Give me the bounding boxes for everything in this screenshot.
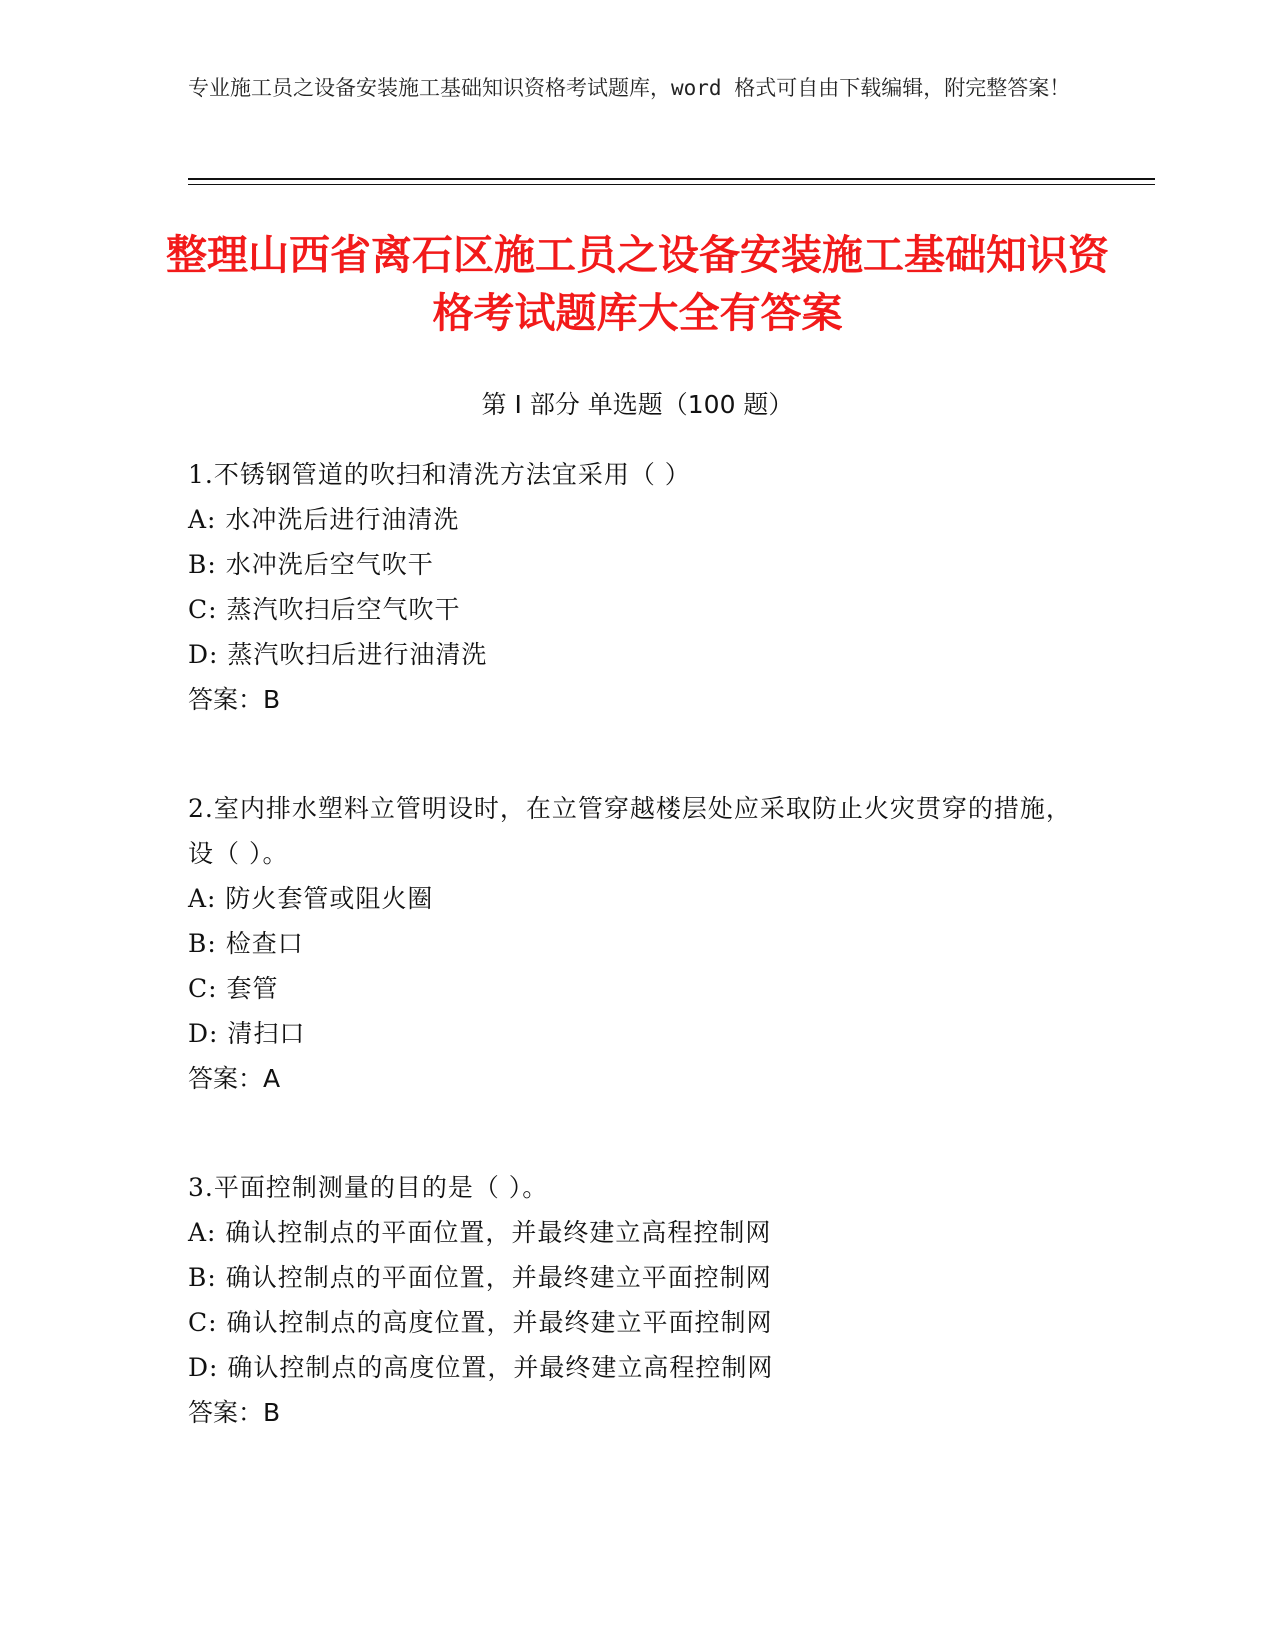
question-stem: 3.平面控制测量的目的是（ ）。 [188,1173,549,1202]
option-a: A: 确认控制点的平面位置，并最终建立高程控制网 [188,1218,772,1247]
document-title: 整理山西省离石区施工员之设备安装施工基础知识资格考试题库大全有答案 [166,231,1109,337]
option-b: B: 检查口 [188,929,304,958]
option-d: D: 蒸汽吹扫后进行油清洗 [188,640,488,669]
answer-line: 答案：B [188,1398,281,1427]
question-3 [188,1165,1088,1435]
option-b: B: 水冲洗后空气吹干 [188,550,434,579]
header-note: 专业施工员之设备安装施工基础知识资格考试题库，word 格式可自由下载编辑，附完整答案！ [188,76,1071,100]
option-d: D: 清扫口 [188,1019,306,1048]
question-stem: 1.不锈钢管道的吹扫和清洗方法宜采用（ ） [188,460,691,489]
section-heading: 第 I 部分 单选题（100 题） [481,390,794,419]
question-2 [188,786,1088,1101]
answer-line: 答案：B [188,685,281,714]
header-divider-thin [188,184,1155,185]
option-c: C: 蒸汽吹扫后空气吹干 [188,595,461,624]
option-c: C: 套管 [188,974,279,1003]
header-divider-thick [188,178,1155,180]
option-b: B: 确认控制点的平面位置，并最终建立平面控制网 [188,1263,772,1292]
option-a: A: 水冲洗后进行油清洗 [188,505,460,534]
answer-line: 答案：A [188,1064,281,1093]
option-d: D: 确认控制点的高度位置，并最终建立高程控制网 [188,1353,774,1382]
option-c: C: 确认控制点的高度位置，并最终建立平面控制网 [188,1308,773,1337]
option-a: A: 防火套管或阻火圈 [188,884,434,913]
question-stem: 2.室内排水塑料立管明设时，在立管穿越楼层处应采取防止火灾贯穿的措施，设（ ）。 [188,794,1072,868]
question-1 [188,452,1088,722]
